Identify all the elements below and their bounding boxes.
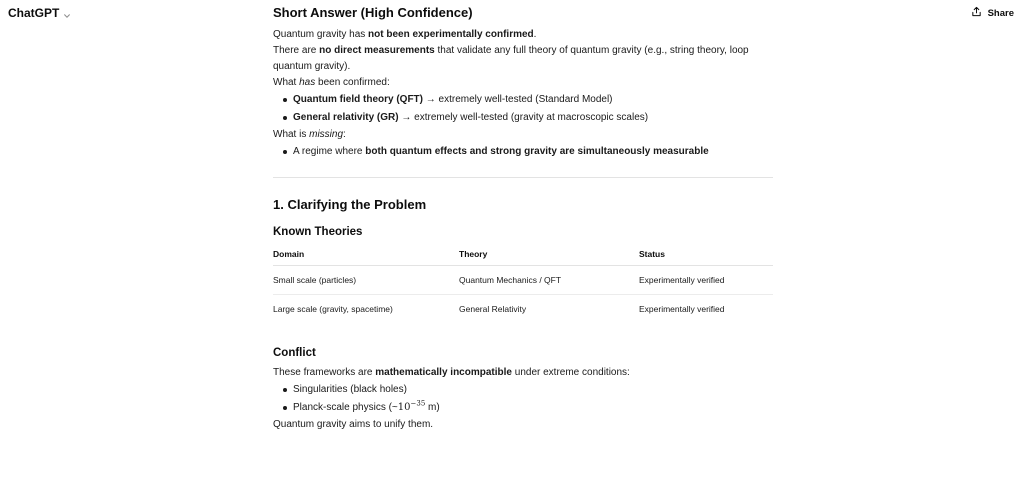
- table-cell: Quantum Mechanics / QFT: [459, 265, 639, 294]
- list-item: Planck-scale physics ($\sim 10^{-35}$ m): [283, 399, 773, 417]
- missing-label: What is missing:: [273, 129, 346, 140]
- closing-line: Quantum gravity aims to unify them.: [273, 419, 434, 430]
- confirmed-list: [273, 91, 773, 127]
- known-theories-heading: Known Theories: [273, 226, 363, 238]
- answer-line-1: Quantum gravity has not been experimentally confirmed.: [273, 29, 537, 40]
- conflict-intro: These frameworks are mathematically incompatible under extreme conditions:: [273, 367, 630, 378]
- table-cell: Small scale (particles): [273, 265, 459, 294]
- share-button[interactable]: [971, 6, 1014, 20]
- model-switcher[interactable]: [8, 6, 71, 20]
- table-header-cell: Domain: [273, 244, 459, 265]
- list-item: General relativity (GR) → extremely well-tested (gravity at macroscopic scales): [283, 109, 773, 127]
- table-row: [273, 294, 773, 323]
- table-cell: Experimentally verified: [639, 303, 725, 314]
- list-item: Quantum field theory (QFT) → extremely well-tested (Standard Model): [283, 91, 773, 109]
- known-theories-table: [273, 244, 773, 323]
- table-cell: General Relativity: [459, 303, 527, 314]
- section-divider: [273, 177, 773, 178]
- conflict-list: [273, 381, 773, 417]
- conflict-heading: Conflict: [273, 347, 316, 359]
- assistant-message: [273, 5, 773, 433]
- answer-line-2: There are no direct measurements that validate any full theory of quantum gravity (e.g., string theory, loop quantum gravity).: [273, 45, 749, 72]
- missing-list: [273, 143, 773, 161]
- confirmed-label: What has been confirmed:: [273, 77, 390, 88]
- math-expression: $10^{-35}$: [397, 399, 426, 413]
- table-cell: Large scale (gravity, spacetime): [273, 303, 393, 314]
- model-name: ChatGPT: [8, 6, 60, 20]
- share-icon: [971, 6, 982, 20]
- share-label: Share: [987, 7, 1014, 19]
- section-heading: 1. Clarifying the Problem: [273, 197, 427, 212]
- table-cell: Experimentally verified: [639, 265, 773, 294]
- list-item: Singularities (black holes): [283, 381, 773, 399]
- table-header-row: [273, 244, 773, 265]
- table-row: [273, 265, 773, 294]
- table-header-cell: Theory: [459, 244, 639, 265]
- short-answer-heading: Short Answer (High Confidence): [273, 5, 473, 20]
- chevron-down-icon: [63, 9, 71, 17]
- table-header-cell: Status: [639, 244, 773, 265]
- list-item: A regime where both quantum effects and strong gravity are simultaneously measurable: [283, 143, 773, 161]
